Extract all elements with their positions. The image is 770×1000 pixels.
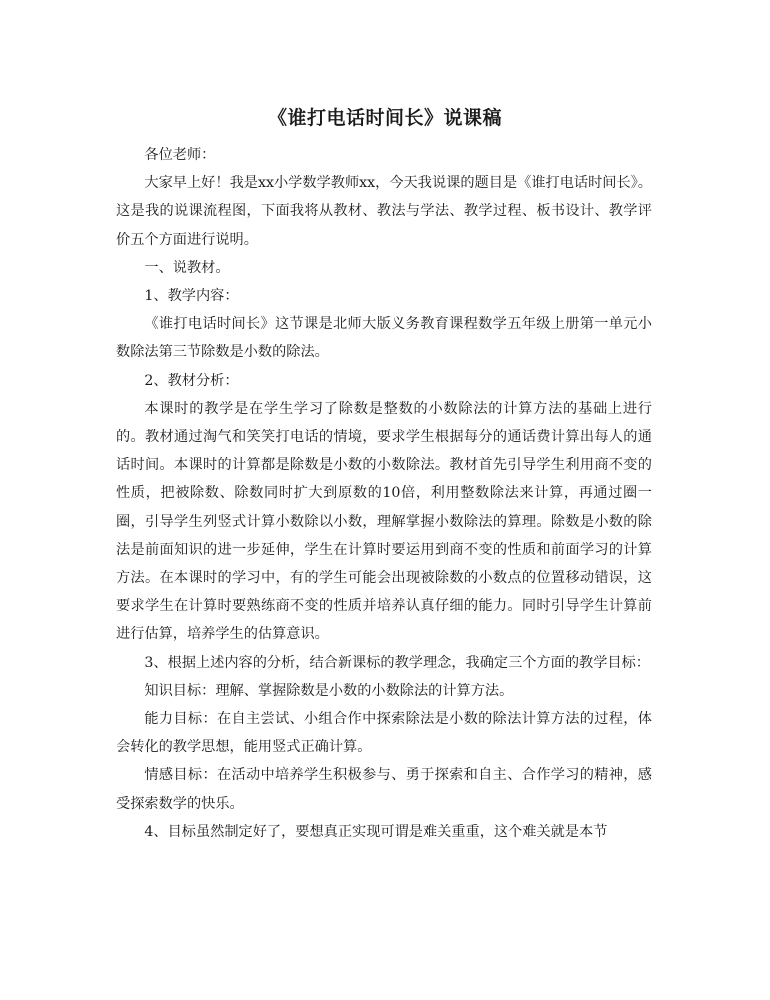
paragraph-teaching-goals: 3、根据上述内容的分析，结合新课标的教学理念，我确定三个方面的教学目标：	[144, 654, 650, 671]
paragraph-teaching-content: 《谁打电话时间长》这节课是北师大版义务教育课程数学五年级上册第一单元小数除法第三节除数是小数的除法。	[116, 316, 652, 361]
paragraph-difficulty: 4、目标虽然制定好了，要想真正实现可谓是难关重重，这个难关就是本节	[144, 823, 608, 840]
paragraph-ability-goal: 能力目标：在自主尝试、小组合作中探索除法是小数的除法计算方法的过程，体会转化的教学思想，能用竖式正确计算。	[116, 711, 652, 756]
subheading-textbook-analysis: 2、教材分析：	[144, 372, 239, 389]
paragraph-greeting: 各位老师：	[144, 147, 216, 163]
document-body	[116, 141, 652, 846]
section-heading-textbook: 一、说教材。	[144, 259, 230, 276]
paragraph-knowledge-goal: 知识目标：理解、掌握除数是小数的小数除法的计算方法。	[144, 682, 514, 699]
subheading-teaching-content: 1、教学内容：	[144, 288, 239, 305]
paragraph-emotion-goal: 情感目标：在活动中培养学生积极参与、勇于探索和自主、合作学习的精神，感受探索数学的快乐。	[116, 767, 652, 812]
paragraph-intro: 大家早上好！我是xx小学数学教师xx，今天我说课的题目是《谁打电话时间长》。这是我的说课流程图，下面我将从教材、教法与学法、教学过程、板书设计、教学评价五个方面进行说明。	[116, 175, 652, 248]
document-title: 《谁打电话时间长》说课稿	[267, 107, 502, 129]
paragraph-textbook-analysis: 本课时的教学是在学生学习了除数是整数的小数除法的计算方法的基础上进行的。教材通过淘气和笑笑打电话的情境，要求学生根据每分的通话费计算出每人的通话时间。本课时的计算都是除数是小数的小数除法。教材首先引导学生利用商不变的性质，把被除数、除数同时扩大到原数的10倍，利用整数除法来计算，再通过圈一圈，引导学生列竖式计算小数除以小数，理解掌握小数除法的算理。除数是小数的除法是前面知识的进一步延伸，学生在计算时要运用到商不变的性质和前面学习的计算方法。在本课时的学习中，有的学生可能会出现被除数的小数点的位置移动错误，这要求学生在计算时要熟练商不变的性质并培养认真仔细的能力。同时引导学生计算前进行估算，培养学生的估算意识。	[116, 400, 652, 643]
